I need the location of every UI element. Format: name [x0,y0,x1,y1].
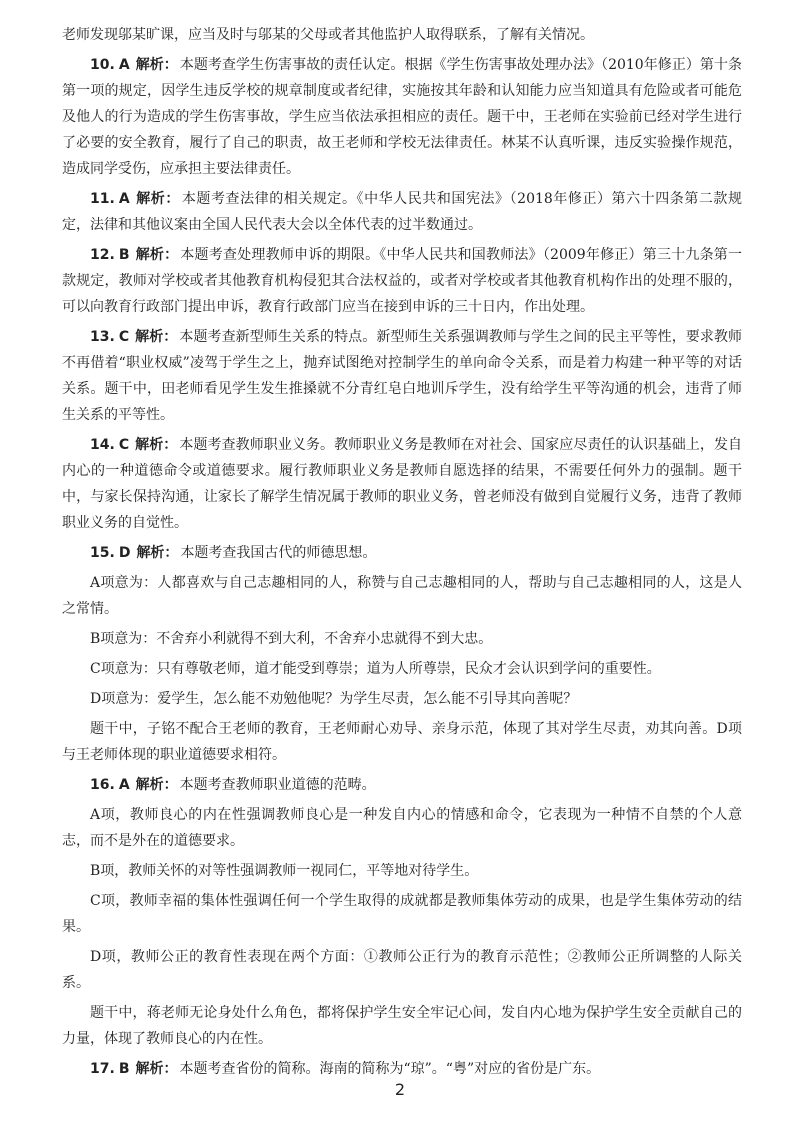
analysis-text: 本题考查新型师生关系的特点。新型师生关系强调教师与学生之间的民主平等性，要求教师不再借着“职业权威”凌驾于学生之上，抛弃试图绝对控制学生的单向命令关系，而是着力构建一种平等的对话关系。题干中，田老师看见学生发生推搡就不分青红皂白地训斥学生，没有给学生平等沟通的机会，违背了师生关系的平等性。 [62,329,743,423]
question-number: 16. [90,777,115,793]
analysis-text: 本题考查教师职业道德的范畴。 [179,777,376,793]
answer-list [62,52,742,1082]
analysis-text: 本题考查处理教师申诉的期限。《中华人民共和国教师法》（2009年修正）第三十九条第一款规定，教师对学校或者其他教育机构侵犯其合法权益的，或者对学校或者其他教育机构作出的处理不服的，可以向教育行政部门提出申诉，教育行政部门应当在接到申诉的三十日内，作出处理。 [62,247,743,315]
analysis-label: 解析： [135,329,178,345]
answer-item [62,772,742,798]
analysis-detail: B项意为：不舍弃小利就得不到大利，不舍弃小忠就得不到大忠。 [90,631,493,647]
answer-item [62,432,742,536]
answer-item [62,52,742,182]
answer-letter: D [118,545,131,561]
question-number: 11. [90,191,115,207]
page-number: 2 [394,1080,406,1099]
analysis-detail: C项意为：只有尊敬老师，道才能受到尊崇；道为人所尊崇，民众才会认识到学问的重要性。 [90,661,661,677]
question-number: 14. [90,437,115,453]
intro-paragraph: 老师发现邬某旷课，应当及时与邬某的父母或者其他监护人取得联系，了解有关情况。 [62,27,594,43]
answer-letter: B [118,247,130,263]
answer-item [62,540,742,566]
question-number: 17. [90,1061,115,1077]
analysis-detail: D项意为：爱学生，怎么能不劝勉他呢？为学生尽责，怎么能不引导其向善呢？ [90,691,578,707]
analysis-detail: A项，教师良心的内在性强调教师良心是一种发自内心的情感和命令，它表现为一种情不自禁的个人意志，而不是外在的道德要求。 [62,807,742,849]
answer-item [62,186,742,238]
analysis-detail: 题干中，子铭不配合王老师的教育，王老师耐心劝导、亲身示范，体现了其对学生尽责，劝其向善。D项与王老师体现的职业道德要求相符。 [62,721,742,763]
answer-letter: C [118,437,130,453]
answer-letter: A [118,57,130,73]
answer-item [62,324,742,428]
analysis-label: 解析： [135,777,178,793]
answer-letter: C [118,329,130,345]
analysis-label: 解析： [135,191,180,207]
question-number: 15. [90,545,115,561]
analysis-text: 本题考查教师职业义务。教师职业义务是教师在对社会、国家应尽责任的认识基础上，发自内心的一种道德命令或道德要求。履行教师职业义务是教师自愿选择的结果，不需要任何外力的强制。题干中，与家长保持沟通，让家长了解学生情况属于教师的职业义务，曾老师没有做到自觉履行义务，违背了教师职业义务的自觉性。 [62,437,743,531]
answer-letter: A [118,191,130,207]
analysis-label: 解析： [135,437,178,453]
question-number: 10. [90,57,115,73]
answer-letter: B [118,1061,130,1077]
analysis-detail: D项，教师公正的教育性表现在两个方面：①教师公正行为的教育示范性；②教师公正所调整的人际关系。 [62,949,742,991]
analysis-detail: C项，教师幸福的集体性强调任何一个学生取得的成就都是教师集体劳动的成果，也是学生集体劳动的结果。 [62,893,742,935]
answer-letter: A [118,777,130,793]
analysis-detail: B项，教师关怀的对等性强调教师一视同仁，平等地对待学生。 [90,863,479,879]
analysis-label: 解析： [135,247,179,263]
analysis-text: 本题考查学生伤害事故的责任认定。根据《学生伤害事故处理办法》（2010年修正）第十条第一项的规定，因学生违反学校的规章制度或者纪律，实施按其年龄和认知能力应当知道具有危险或者可能危及他人的行为造成的学生伤害事故，学生应当依法承担相应的责任。题干中，王老师在实验前已经对学生进行了必要的安全教育，履行了自己的职责，故王老师和学校无法律责任。林某不认真听课，违反实验操作规范，造成同学受伤，应承担主要法律责任。 [62,57,742,177]
analysis-text: 本题考查省份的简称。海南的简称为“琼”。“粤”对应的省份是广东。 [179,1061,601,1077]
analysis-text: 本题考查法律的相关规定。《中华人民共和国宪法》（2018年修正）第六十四条第二款规定，法律和其他议案由全国人民代表大会以全体代表的过半数通过。 [62,191,742,233]
answer-item [62,242,742,320]
analysis-text: 本题考查我国古代的师德思想。 [180,545,377,561]
analysis-detail: 题干中，蒋老师无论身处什么角色，都将保护学生安全牢记心间，发自内心地为保护学生安全贡献自己的力量，体现了教师良心的内在性。 [62,1005,742,1047]
analysis-label: 解析： [136,545,179,561]
answer-item [62,1056,742,1082]
question-number: 12. [90,247,115,263]
analysis-label: 解析： [135,1061,178,1077]
analysis-label: 解析： [135,57,178,73]
document-body [62,22,742,1086]
question-number: 13. [90,329,115,345]
analysis-detail: A项意为：人都喜欢与自己志趣相同的人，称赞与自己志趣相同的人，帮助与自己志趣相同的人，这是人之常情。 [62,575,742,617]
